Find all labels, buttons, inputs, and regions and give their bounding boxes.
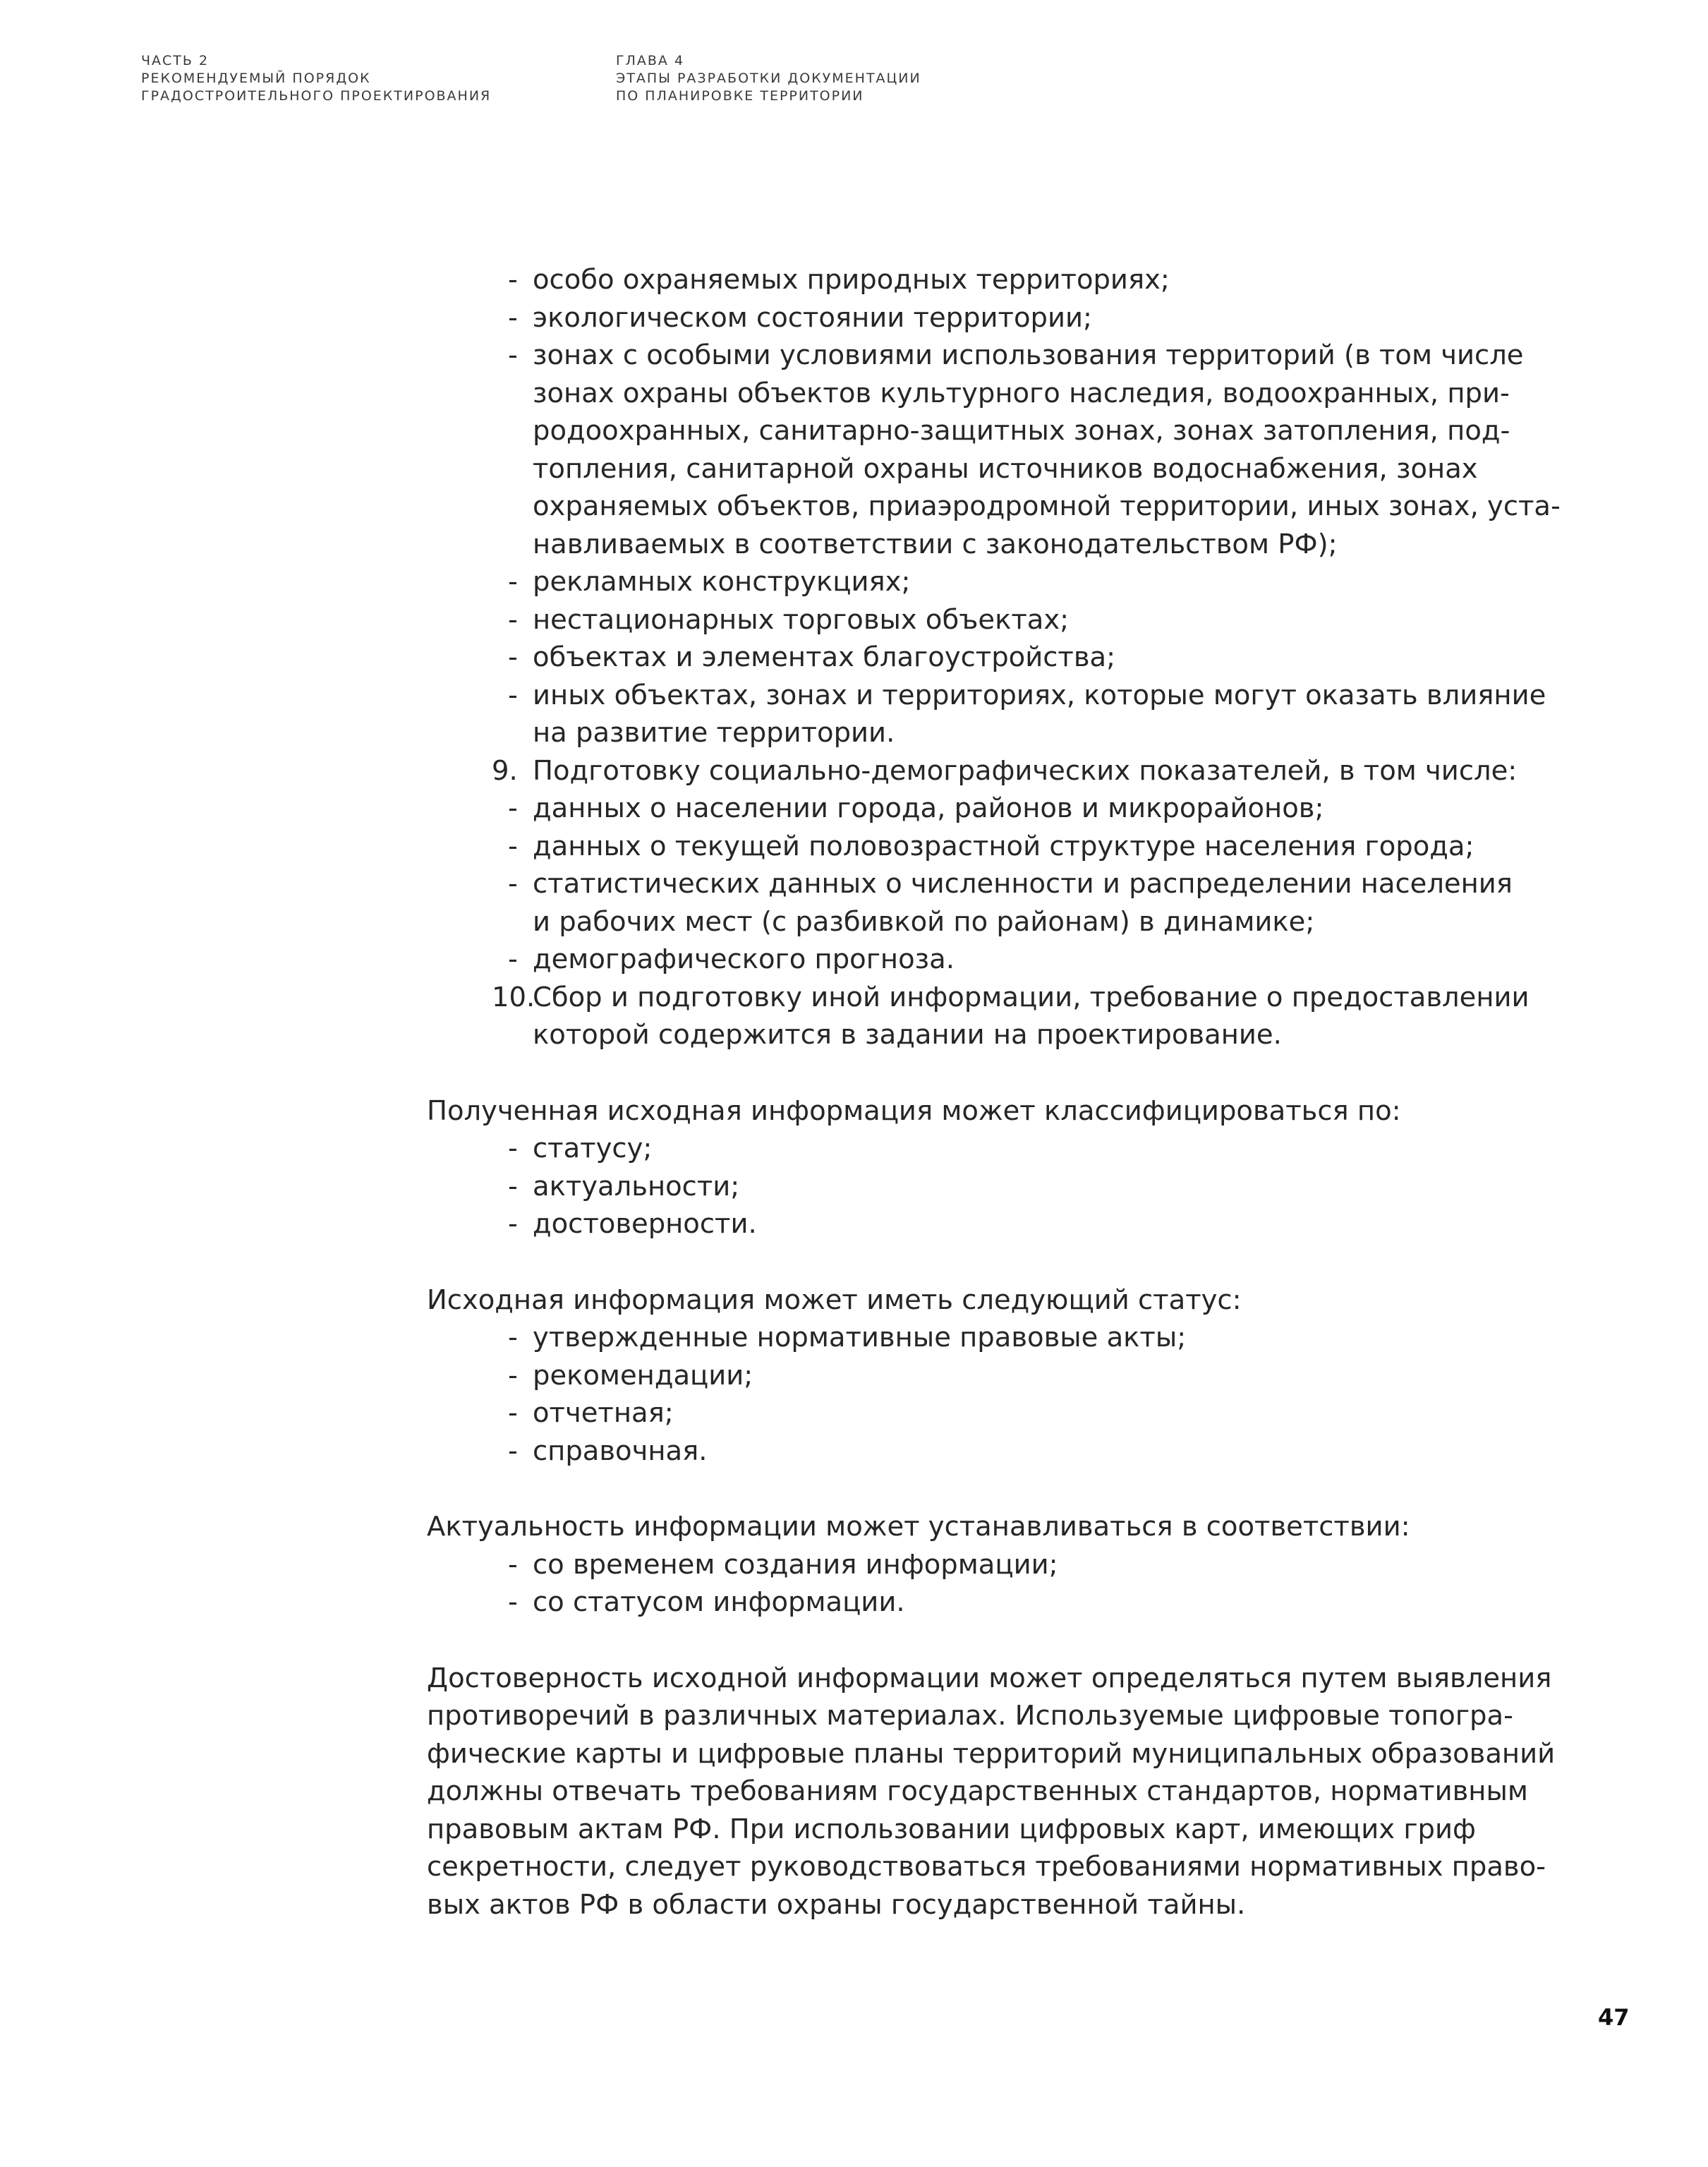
header-line: ГРАДОСТРОИТЕЛЬНОГО ПРОЕКТИРОВАНИЯ — [141, 88, 492, 104]
paragraph-line: фические карты и цифровые планы территорий муниципальных образований — [427, 1737, 1556, 1770]
list-dash: - — [508, 1322, 518, 1353]
dash-list-item — [0, 639, 1708, 677]
final-paragraph — [0, 1660, 1708, 1924]
dash-list-item — [0, 299, 1708, 337]
list-text: утвержденные нормативные правовые акты; — [533, 1322, 1187, 1353]
paragraph-line: вых актов РФ в области охраны государственной тайны. — [427, 1888, 1246, 1921]
section-intro: Исходная информация может иметь следующий статус: — [427, 1284, 1242, 1316]
list-text: экологическом состоянии территории; — [533, 301, 1092, 334]
dash-list-item — [0, 1319, 1708, 1357]
dash-list-item — [0, 1432, 1708, 1471]
list-line — [0, 375, 1708, 413]
list-dash: - — [508, 1397, 518, 1429]
list-text: родоохранных, санитарно-защитных зонах, зонах затопления, под- — [533, 415, 1510, 447]
list-text: иных объектах, зонах и территориях, которые могут оказать влияние — [533, 679, 1546, 711]
list-text: достоверности. — [533, 1208, 757, 1240]
list-dash: - — [508, 830, 518, 862]
list-line — [0, 865, 1708, 903]
list-text: топления, санитарной охраны источников водоснабжения, зонах — [533, 452, 1478, 485]
list-text: актуальности; — [533, 1170, 740, 1202]
list-text: данных о населении города, районов и микрорайонов; — [533, 792, 1324, 824]
list-text: Сбор и подготовку иной информации, требование о предоставлении — [533, 981, 1530, 1013]
list-line — [0, 714, 1708, 752]
header-line: ЧАСТЬ 2 — [141, 53, 210, 68]
dash-list-item — [0, 563, 1708, 601]
dash-list-item — [0, 677, 1708, 752]
list-line — [0, 261, 1708, 299]
list-line — [0, 941, 1708, 979]
dash-list-item — [0, 941, 1708, 979]
list-dash: - — [508, 603, 518, 636]
list-dash: - — [508, 264, 518, 296]
section-intro: Актуальность информации может устанавливаться в соответствии: — [427, 1511, 1410, 1543]
list-text: охраняемых объектов, приаэродромной территории, иных зонах, уста- — [533, 490, 1561, 522]
list-line — [0, 412, 1708, 450]
list-dash: - — [508, 943, 518, 975]
dash-list-item — [0, 1130, 1708, 1168]
spacer — [0, 1054, 1708, 1092]
list-dash: - — [508, 868, 518, 900]
list-line — [0, 337, 1708, 375]
list-dash: - — [508, 339, 518, 371]
list-text: рекомендации; — [533, 1359, 753, 1392]
list-text: рекламных конструкциях; — [533, 566, 911, 598]
list-line — [0, 526, 1708, 564]
dash-list-item — [0, 1583, 1708, 1622]
list-text: зонах с особыми условиями использования территорий (в том числе — [533, 339, 1524, 371]
list-text: данных о текущей половозрастной структуре населения города; — [533, 830, 1474, 862]
dash-list-item — [0, 337, 1708, 563]
header-line: ГЛАВА 4 — [616, 53, 685, 68]
paragraph-line: противоречий в различных материалах. Используемые цифровые топогра- — [427, 1700, 1513, 1732]
list-text: на развитие территории. — [533, 717, 895, 749]
dash-list-item — [0, 1546, 1708, 1584]
list-text: зонах охраны объектов культурного наследия, водоохранных, при- — [533, 377, 1510, 409]
list-line — [0, 639, 1708, 677]
numbered-list-item — [0, 979, 1708, 1054]
paragraph-line: Достоверность исходной информации может определяться путем выявления — [427, 1662, 1552, 1694]
list-dash: - — [508, 1133, 518, 1164]
list-dash: - — [508, 1208, 518, 1240]
list-dash: - — [508, 1359, 518, 1392]
list-line — [0, 790, 1708, 828]
list-dash: - — [508, 1548, 518, 1581]
list-line — [0, 979, 1708, 1017]
spacer — [0, 1622, 1708, 1660]
section-block — [0, 1092, 1708, 1243]
dash-list-item — [0, 1168, 1708, 1206]
dash-list-item — [0, 828, 1708, 866]
paragraph-line: правовым актам РФ. При использовании цифровых карт, имеющих гриф — [427, 1813, 1476, 1845]
list-dash: - — [508, 566, 518, 598]
list-line — [0, 563, 1708, 601]
list-text: навливаемых в соответствии с законодательством РФ); — [533, 528, 1338, 560]
spacer — [0, 1470, 1708, 1508]
list-line — [0, 677, 1708, 715]
header-line: ПО ПЛАНИРОВКЕ ТЕРРИТОРИИ — [616, 88, 864, 104]
list-line — [0, 828, 1708, 866]
dash-list-item — [0, 601, 1708, 639]
header-line: РЕКОМЕНДУЕМЫЙ ПОРЯДОК — [141, 71, 371, 86]
paragraph-line: секретности, следует руководствоваться требованиями нормативных право- — [427, 1851, 1546, 1883]
list-number: 10. — [492, 981, 535, 1013]
list-dash: - — [508, 1435, 518, 1467]
dash-list-item — [0, 1394, 1708, 1432]
dash-list-item — [0, 865, 1708, 941]
paragraph-line: должны отвечать требованиям государственных стандартов, нормативным — [427, 1775, 1528, 1807]
list-line — [0, 752, 1708, 790]
list-text: отчетная; — [533, 1397, 674, 1429]
dash-list-item — [0, 1357, 1708, 1395]
list-line — [0, 488, 1708, 526]
list-text: и рабочих мест (с разбивкой по районам) в динамике; — [533, 905, 1315, 938]
list-line — [0, 903, 1708, 941]
list-text: которой содержится в задании на проектирование. — [533, 1019, 1282, 1051]
list-dash: - — [508, 641, 518, 673]
list-text: со статусом информации. — [533, 1586, 905, 1618]
running-header-chapter — [616, 52, 921, 105]
list-text: Подготовку социально-демографических показателей, в том числе: — [533, 754, 1518, 787]
list-text: особо охраняемых природных территориях; — [533, 264, 1170, 296]
header-line: ЭТАПЫ РАЗРАБОТКИ ДОКУМЕНТАЦИИ — [616, 71, 921, 86]
list-dash: - — [508, 1586, 518, 1618]
section-intro: Полученная исходная информация может классифицироваться по: — [427, 1094, 1401, 1127]
running-header-part — [141, 52, 491, 105]
spacer — [0, 1243, 1708, 1281]
dash-list-item — [0, 1205, 1708, 1243]
section-block — [0, 1281, 1708, 1471]
page-body — [0, 261, 1708, 1924]
section-block — [0, 1508, 1708, 1622]
list-text: демографического прогноза. — [533, 943, 955, 975]
numbered-list-item — [0, 752, 1708, 790]
list-text: со временем создания информации; — [533, 1548, 1058, 1581]
list-dash: - — [508, 1170, 518, 1202]
list-line — [0, 601, 1708, 639]
list-line — [0, 1016, 1708, 1054]
list-dash: - — [508, 792, 518, 824]
list-text: нестационарных торговых объектах; — [533, 603, 1070, 636]
page-number: 47 — [1598, 2004, 1630, 2031]
list-number: 9. — [492, 754, 518, 787]
list-text: справочная. — [533, 1435, 708, 1467]
list-text: статусу; — [533, 1133, 653, 1164]
list-text: статистических данных о численности и распределении населения — [533, 868, 1513, 900]
list-line — [0, 299, 1708, 337]
list-line — [0, 450, 1708, 488]
dash-list-item — [0, 261, 1708, 299]
list-dash: - — [508, 301, 518, 334]
list-dash: - — [508, 679, 518, 711]
list-text: объектах и элементах благоустройства; — [533, 641, 1116, 673]
dash-list-item — [0, 790, 1708, 828]
